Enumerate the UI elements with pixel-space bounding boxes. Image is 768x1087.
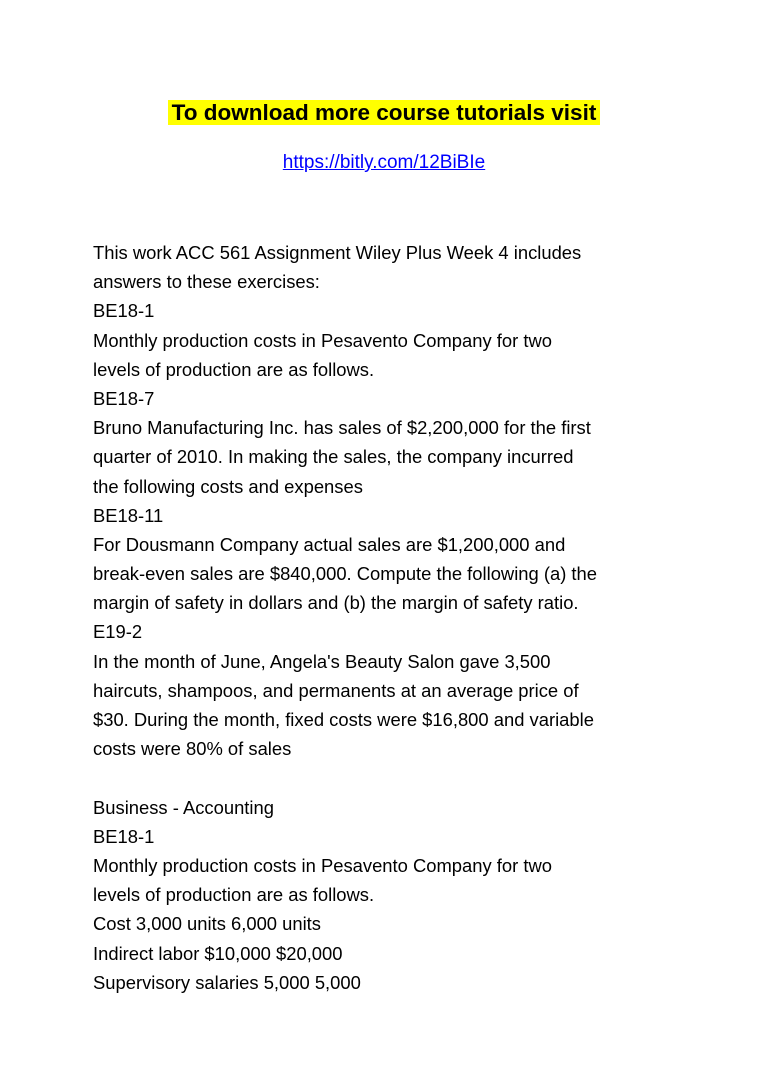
exercise-text: haircuts, shampoos, and permanents at an average price of	[93, 679, 579, 701]
exercise-text: levels of production are as follows.	[93, 884, 375, 906]
exercise-code: BE18-1	[93, 825, 155, 847]
exercise-text: Monthly production costs in Pesavento Company for two	[93, 854, 552, 876]
category-label: Business - Accounting	[93, 796, 274, 818]
exercise-text: margin of safety in dollars and (b) the margin of safety ratio.	[93, 592, 579, 614]
exercise-text: break-even sales are $840,000. Compute the following (a) the	[93, 563, 598, 585]
paragraph-spacer	[93, 763, 693, 792]
exercise-text: $30. During the month, fixed costs were $16,800 and variable	[93, 709, 594, 730]
exercise-text: the following costs and expenses	[93, 475, 363, 497]
exercise-code: BE18-1	[93, 300, 155, 322]
exercise-text: Bruno Manufacturing Inc. has sales of $2,200,000 for the first	[93, 417, 591, 439]
exercise-text: In the month of June, Angela's Beauty Salon gave 3,500	[93, 650, 551, 672]
exercise-code: E19-2	[93, 621, 143, 643]
cost-row: Supervisory salaries 5,000 5,000	[93, 971, 361, 993]
exercise-code: BE18-11	[93, 504, 164, 526]
cost-row: Indirect labor $10,000 $20,000	[93, 942, 343, 964]
page-title-text: To download more course tutorials visit	[168, 100, 601, 125]
exercise-text: Monthly production costs in Pesavento Company for two	[93, 329, 552, 351]
exercise-text: For Dousmann Company actual sales are $1,200,000 and	[93, 533, 566, 555]
intro-line: answers to these exercises:	[93, 271, 320, 293]
tutorial-link[interactable]: https://bitly.com/12BiBIe	[282, 152, 486, 173]
cost-row: Cost 3,000 units 6,000 units	[93, 913, 321, 935]
exercise-text: costs were 80% of sales	[93, 738, 292, 760]
document-body	[93, 238, 693, 997]
exercise-text: levels of production are as follows.	[93, 358, 375, 380]
intro-line: This work ACC 561 Assignment Wiley Plus Week 4 includes	[93, 242, 582, 263]
exercise-text: quarter of 2010. In making the sales, the company incurred	[93, 446, 574, 468]
exercise-code: BE18-7	[93, 387, 155, 409]
page-title	[0, 96, 768, 130]
